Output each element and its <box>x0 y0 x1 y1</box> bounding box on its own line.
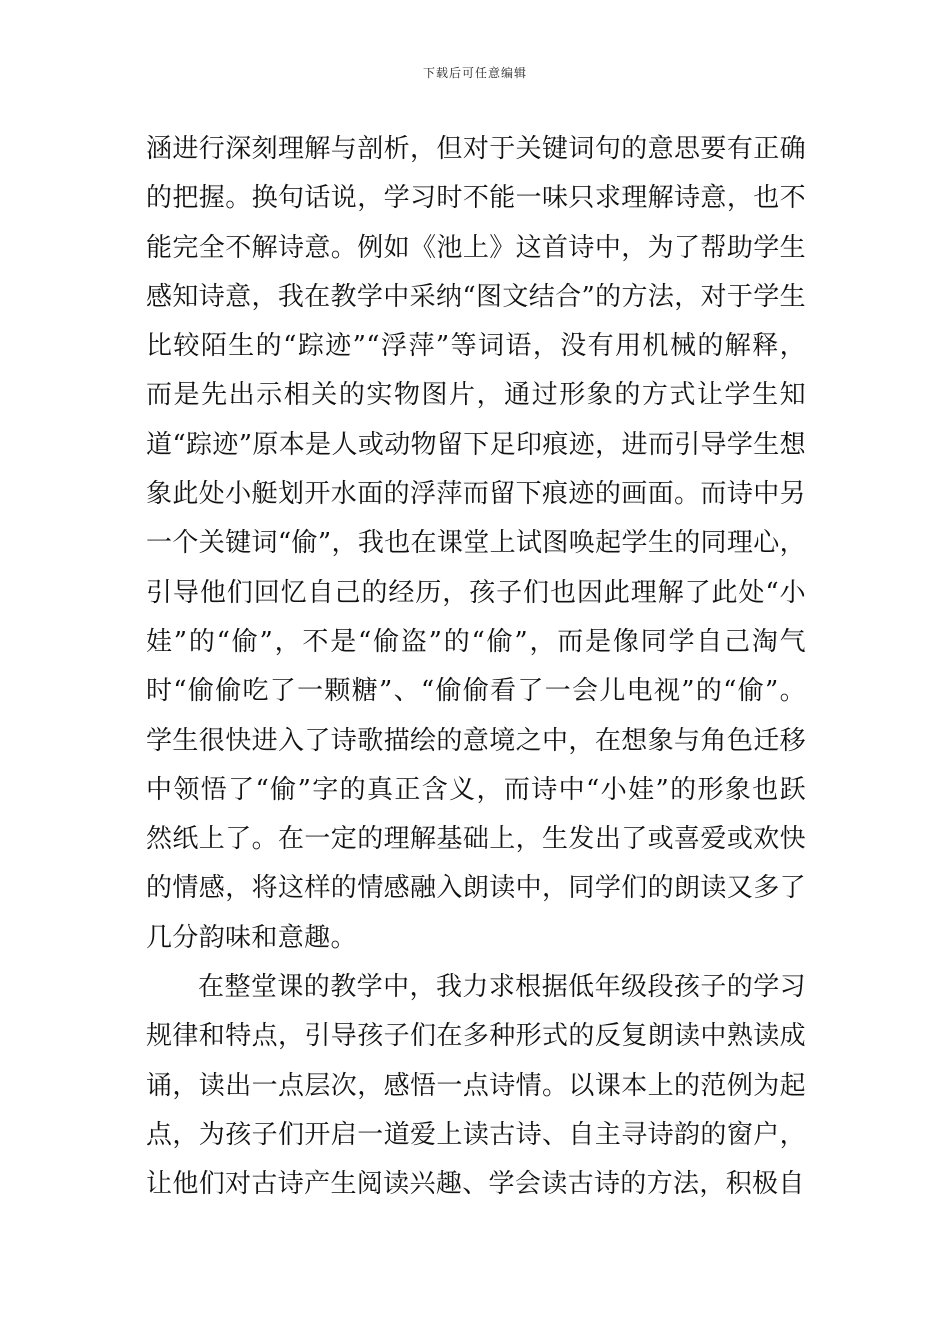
paragraph-1: 涵进行深刻理解与剖析，但对于关键词句的意思要有正确的把握。换句话说，学习时不能一味只求理解诗意，也不能完全不解诗意。例如《池上》这首诗中，为了帮助学生感知诗意，我在教学中采纳“图文结合”的方法，对于学生比较陌生的“踪迹”“浮萍”等词语，没有用机械的解释，而是先出示相关的实物图片，通过形象的方式让学生知道“踪迹”原本是人或动物留下足印痕迹，进而引导学生想象此处小艇划开水面的浮萍而留下痕迹的画面。而诗中另一个关键词“偷”，我也在课堂上试图唤起学生的同理心，引导他们回忆自己的经历，孩子们也因此理解了此处“小娃”的“偷”，不是“偷盗”的“偷”，而是像同学自己淘气时“偷偷吃了一颗糖”、“偷偷看了一会儿电视”的“偷”。学生很快进入了诗歌描绘的意境之中，在想象与角色迁移中领悟了“偷”字的真正含义，而诗中“小娃”的形象也跃然纸上了。在一定的理解基础上，生发出了或喜爱或欢快的情感，将这样的情感融入朗读中，同学们的朗读又多了几分韵味和意趣。 <box>146 134 806 953</box>
document-body <box>146 125 806 1210</box>
header-note: 下载后可任意编辑 <box>422 66 527 80</box>
paragraph-2: 在整堂课的教学中，我力求根据低年级段孩子的学习规律和特点，引导孩子们在多种形式的反复朗读中熟读成诵，读出一点层次，感悟一点诗情。以课本上的范例为起点，为孩子们开启一道爱上读古诗、自主寻诗韵的窗户，让他们对古诗产生阅读兴趣、学会读古诗的方法，积极自 <box>146 972 806 1200</box>
